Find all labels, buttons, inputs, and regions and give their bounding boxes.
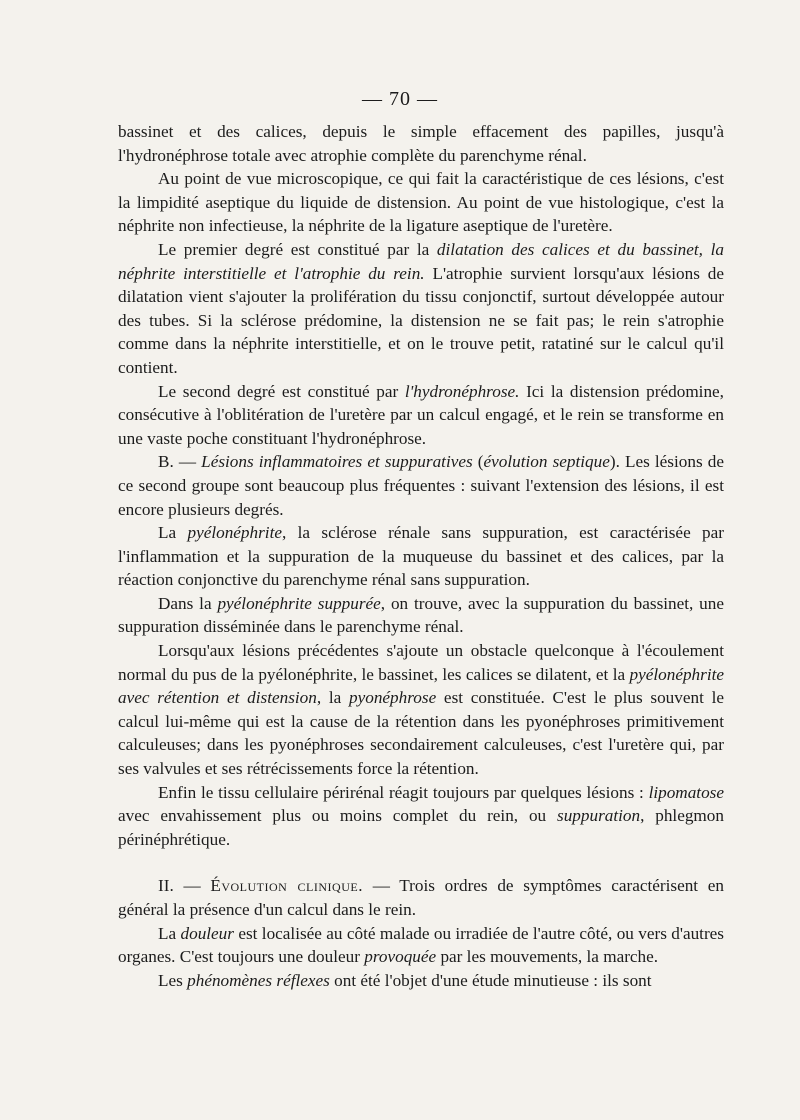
text: II. — <box>158 876 211 896</box>
italic-text: l'hydronéphrose. <box>404 381 520 401</box>
text: Lorsqu'aux lésions précédentes s'ajoute un obstacle quelconque à l'écoulement normal du pus de la pyélonéphrite, le bassinet, les calices se dilatent, et la <box>118 641 724 684</box>
text: Les <box>158 970 188 990</box>
text: , on trouve, avec la suppuration du bassinet, une suppuration disséminée dans le parenchyme rénal. <box>118 593 724 637</box>
text: est constituée. C'est le plus souvent le calcul lui-même qui est la cause de la rétention dans les pyonéphroses primitivement calculeuses; dans les pyonéphroses secondairement calculeuses, c'est l'uretère qui, par ses valvules et ses rétrécissements force la rétention. <box>118 688 724 779</box>
text: Ici la distension prédomine, consécutive à l'oblitération de l'uretère par un calcul engagé, et le rein se transforme en une vaste poche constituant l'hydronéphrose. <box>118 381 724 448</box>
italic-text: dilatation des calices et du bassinet, la néphrite interstitielle et l'atrophie du rein. <box>118 239 725 283</box>
italic-text: provoquée <box>364 947 437 967</box>
text: par les mouvements, la marche. <box>436 947 659 967</box>
text: Le premier degré est constitué par la <box>158 239 437 259</box>
body-text <box>118 120 724 992</box>
text: B. — <box>158 452 202 472</box>
text: avec envahissement plus ou moins complet du rein, ou <box>118 806 557 826</box>
text: Le second degré est constitué par <box>158 381 405 401</box>
paragraph-pyelonephrite-suppuree <box>118 592 724 639</box>
paragraph-section-b <box>118 450 724 521</box>
paragraph-second-degree <box>118 380 724 451</box>
paragraph-perirenal <box>118 781 724 852</box>
italic-text: douleur <box>180 923 234 943</box>
italic-text: pyélonéphrite <box>187 523 282 543</box>
text: ont été l'objet d'une étude minutieuse : ils sont <box>329 970 652 990</box>
text: , phlegmon périnéphrétique. <box>118 806 724 849</box>
text: L'atrophie survient lorsqu'aux lésions de dilatation vient s'ajouter la prolifération du tissu conjonctif, surtout développée autour des tubes. Si la sclérose prédomine, la distension ne se fait pas; le rein s'atrophie comme dans la néphrite interstitielle, et on le trouve petit, ratatiné sur le calcul qu'il contient. <box>118 263 724 377</box>
text: Enfin le tissu cellulaire périrénal réagit toujours par quelques lésions : <box>158 782 649 802</box>
text: Dans la <box>158 593 218 613</box>
section-heading: Évolution clinique. <box>210 876 363 896</box>
text: ). Les lésions de ce second groupe sont beaucoup plus fréquentes : suivant l'extension des lésions, il est encore plusieurs degrés. <box>118 452 724 519</box>
text: ( <box>472 452 484 472</box>
italic-text: pyélonéphrite avec rétention et distension <box>118 664 724 708</box>
paragraph-pyonephrose <box>118 639 724 781</box>
paragraph-microscopic <box>118 167 724 238</box>
italic-text: Lésions inflammatoires et suppuratives <box>201 452 473 472</box>
italic-text: suppuration <box>557 806 641 826</box>
page-number: — 70 — <box>362 88 438 110</box>
paragraph-first-degree <box>118 238 724 380</box>
text: bassinet et des calices, depuis le simple effacement des papilles, jusqu'à l'hydronéphrose totale avec atrophie complète du parenchyme rénal. <box>118 122 724 165</box>
text: , la <box>316 688 350 708</box>
italic-text: lipomatose <box>648 782 724 802</box>
text: La <box>158 923 181 943</box>
paragraph-section-ii <box>118 874 724 921</box>
text: — Trois ordres de symptômes caractérisent en général la présence d'un calcul dans le rein. <box>118 876 725 919</box>
text: est localisée au côté malade ou irradiée de l'autre côté, ou vers d'autres organes. C'est toujours une douleur <box>118 923 724 967</box>
italic-text: pyélonéphrite suppurée <box>217 593 381 613</box>
text: , la sclérose rénale sans suppuration, est caractérisée par l'inflammation et la suppuration de la muqueuse du bassinet et des calices, par la réaction conjonctive du parenchyme rénal sans suppuration. <box>118 523 724 590</box>
text: La <box>158 523 188 543</box>
italic-text: pyonéphrose <box>349 688 437 708</box>
italic-text: phénomènes réflexes <box>187 970 330 990</box>
paragraph-phenomenes-reflexes <box>118 969 724 993</box>
italic-text: évolution septique <box>483 452 610 472</box>
text: Au point de vue microscopique, ce qui fait la caractéristique de ces lésions, c'est la limpidité aseptique du liquide de distension. Au point de vue histologique, c'est la néphrite non infectieuse, la néphrite de la ligature aseptique de l'uretère. <box>118 169 724 236</box>
paragraph-douleur <box>118 922 724 969</box>
paragraph-continuation <box>118 120 724 167</box>
paragraph-pyelonephrite <box>118 521 724 592</box>
